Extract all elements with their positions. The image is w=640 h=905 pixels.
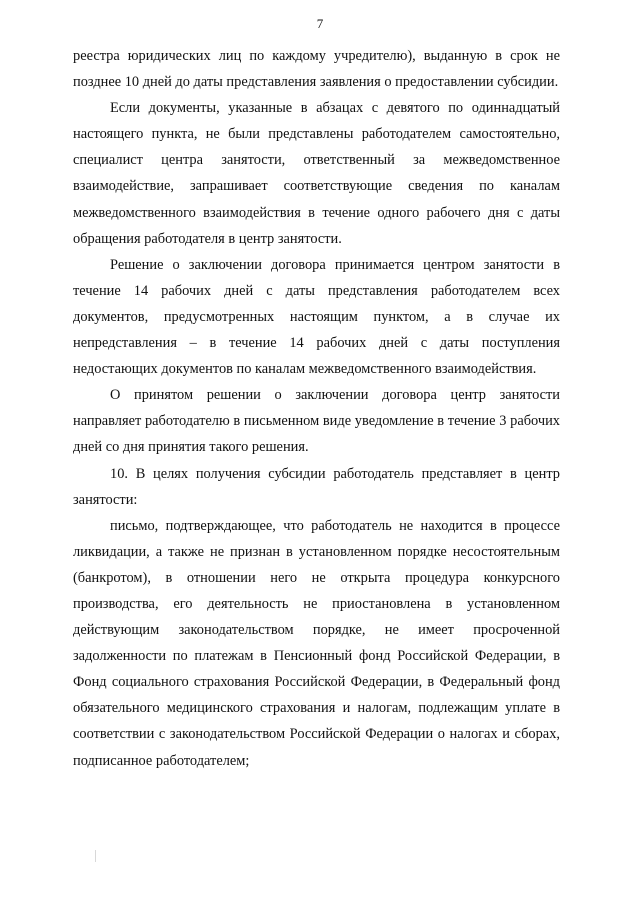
paragraph-employer-letter: письмо, подтверждающее, что работодатель не находится в процессе ликвидации, а также не признан в установленном порядке несостоятельным (банкротом), в отношении него не открыта процедура конкурсного производства, его деятельность не приостановлена в установленном действующим законодательством порядке, не имеет просроченной задолженности по платежам в Пенсионный фонд Российской Федерации, в Фонд социального страхования Российской Федерации, в Федеральный фонд обязательного медицинского страхования и налогам, подлежащим уплате в соответствии с законодательством Российской Федерации о налогах и сборах, подписанное работодателем;	[73, 517, 560, 769]
scan-artifact-mark	[95, 850, 96, 862]
paragraph-decision-notice: О принятом решении о заключении договора центр занятости направляет работодателю в письменном виде уведомление в течение 3 рабочих дней со дня принятия такого решения.	[73, 387, 560, 456]
paragraph-contract-decision: Решение о заключении договора принимается центром занятости в течение 14 рабочих дней с даты представления работодателем всех документов, предусмотренных настоящим пунктом, а в случае их непредставления – в течение 14 рабочих дней с даты поступления недостающих документов по каналам межведомственного взаимодействия.	[73, 256, 560, 378]
document-body	[73, 43, 560, 774]
page-number: 7	[316, 16, 324, 31]
paragraph-documents-request: Если документы, указанные в абзацах с девятого по одиннадцатый настоящего пункта, не были представлены работодателем самостоятельно, специалист центра занятости, ответственный за межведомственное взаимодействие, запрашивает соответствующие сведения по каналам межведомственного взаимодействия в течение одного рабочего дня с даты обращения работодателя в центр занятости.	[73, 100, 560, 247]
paragraph-item-10: 10. В целях получения субсидии работодатель представляет в центр занятости:	[73, 465, 560, 508]
paragraph-continuation: реестра юридических лиц по каждому учредителю), выданную в срок не позднее 10 дней до даты представления заявления о предоставлении субсидии.	[73, 48, 560, 91]
